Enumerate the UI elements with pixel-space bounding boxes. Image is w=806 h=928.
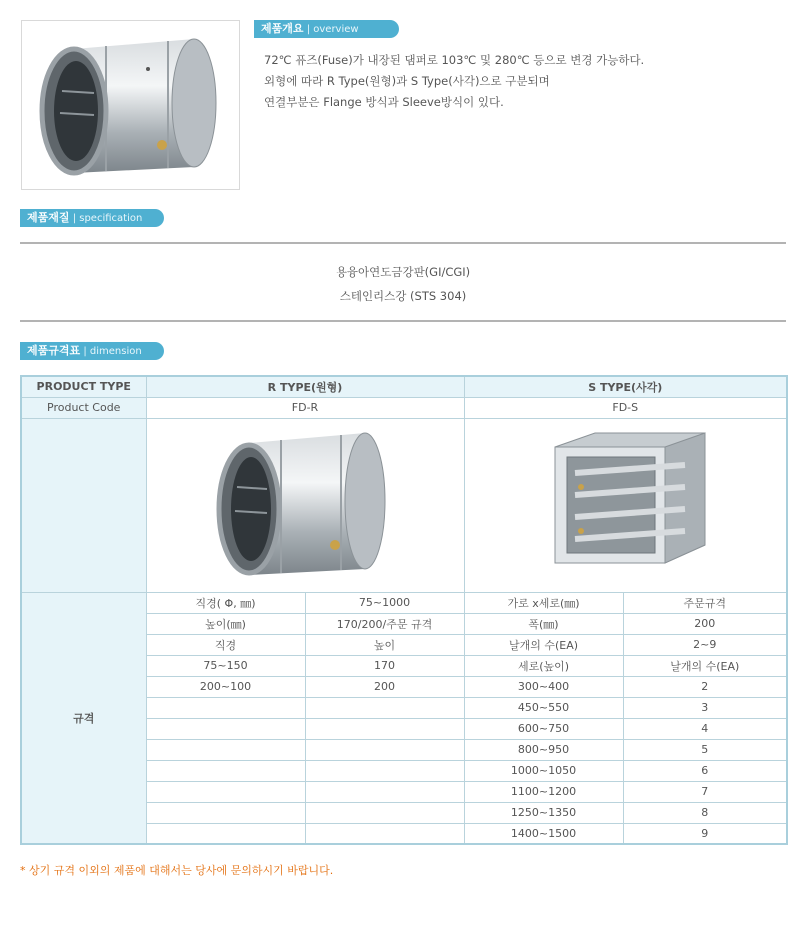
specification-badge-ko: 제품재질 [27,211,70,224]
table-cell: 폭(㎜) [464,613,623,634]
table-cell: 5 [623,739,787,760]
table-cell: 가로 x세로(㎜) [464,592,623,613]
table-cell: 1100~1200 [464,781,623,802]
overview-product-image [21,20,240,190]
table-cell: 200 [623,613,787,634]
table-cell: 170/200/주문 규격 [305,613,464,634]
r-type-code: FD-R [146,397,464,418]
table-cell: 800~950 [464,739,623,760]
table-row [21,376,787,397]
product-code-label: Product Code [21,397,146,418]
table-cell [146,739,305,760]
table-row [21,418,787,592]
overview-section-badge: 제품개요 | overview [254,20,399,38]
table-cell: 170 [305,655,464,676]
table-cell [305,760,464,781]
table-cell: 높이(㎜) [146,613,305,634]
product-type-label: PRODUCT TYPE [21,376,146,397]
table-cell: 7 [623,781,787,802]
spec-rows [21,592,787,844]
table-row [21,397,787,418]
table-cell [146,760,305,781]
specification-badge-en: specification [79,213,143,224]
table-cell [305,739,464,760]
table-cell: 75~150 [146,655,305,676]
table-cell [305,802,464,823]
table-cell [146,823,305,844]
table-cell [146,781,305,802]
table-cell [146,718,305,739]
table-cell [305,697,464,718]
s-type-image-cell [464,418,787,592]
table-cell: 300~400 [464,676,623,697]
table-cell: 직경( Φ, ㎜) [146,592,305,613]
overview-badge-en: overview [313,24,359,35]
material-item: 스테인리스강 (STS 304) [339,289,467,303]
table-cell: 세로(높이) [464,655,623,676]
table-cell: 8 [623,802,787,823]
section-divider [20,242,786,244]
table-cell: 200 [305,676,464,697]
material-list [20,260,786,308]
material-item: 용융아연도금강판(GI/CGI) [335,265,471,279]
table-row [21,592,787,613]
table-cell: 9 [623,823,787,844]
inquiry-note: * 상기 규격 이외의 제품에 대해서는 당사에 문의하시기 바랍니다. [20,864,334,877]
table-cell: 600~750 [464,718,623,739]
round-damper-illustration [22,21,239,189]
r-type-title: R TYPE(원형) [146,376,464,397]
dimension-table [20,375,788,845]
image-row-label [21,418,146,592]
table-cell [146,697,305,718]
table-cell: 날개의 수(EA) [623,655,787,676]
overview-line-3: 연결부분은 Flange 방식과 Sleeve방식이 있다. [264,95,504,109]
overview-description [264,50,784,113]
table-cell: 주문규격 [623,592,787,613]
table-cell: 2 [623,676,787,697]
table-cell: 4 [623,718,787,739]
spec-label: 규격 [21,592,146,844]
r-type-image-cell [146,418,464,592]
overview-badge-ko: 제품개요 [261,22,304,35]
dimension-badge-en: dimension [89,346,142,357]
table-cell: 높이 [305,634,464,655]
s-type-title: S TYPE(사각) [464,376,787,397]
round-damper-illustration [205,419,405,589]
section-divider [20,320,786,322]
table-cell: 1250~1350 [464,802,623,823]
table-cell: 직경 [146,634,305,655]
table-cell: 450~550 [464,697,623,718]
dimension-badge-ko: 제품규격표 [27,344,81,357]
specification-section-badge: 제품재질 | specification [20,209,164,227]
table-cell: 1400~1500 [464,823,623,844]
table-cell [305,823,464,844]
overview-line-2: 외형에 따라 R Type(원형)과 S Type(사각)으로 구분되며 [264,74,550,88]
table-cell: 날개의 수(EA) [464,634,623,655]
square-damper-illustration [535,429,715,579]
table-cell: 1000~1050 [464,760,623,781]
overview-line-1: 72℃ 퓨즈(Fuse)가 내장된 댐퍼로 103℃ 및 280℃ 등으로 변경 가능하다. [264,53,645,67]
dimension-section-badge: 제품규격표 | dimension [20,342,164,360]
table-cell [305,781,464,802]
table-cell: 6 [623,760,787,781]
s-type-code: FD-S [464,397,787,418]
table-cell [146,802,305,823]
table-cell: 2~9 [623,634,787,655]
table-cell: 200~100 [146,676,305,697]
table-cell [305,718,464,739]
table-cell: 75~1000 [305,592,464,613]
table-cell: 3 [623,697,787,718]
